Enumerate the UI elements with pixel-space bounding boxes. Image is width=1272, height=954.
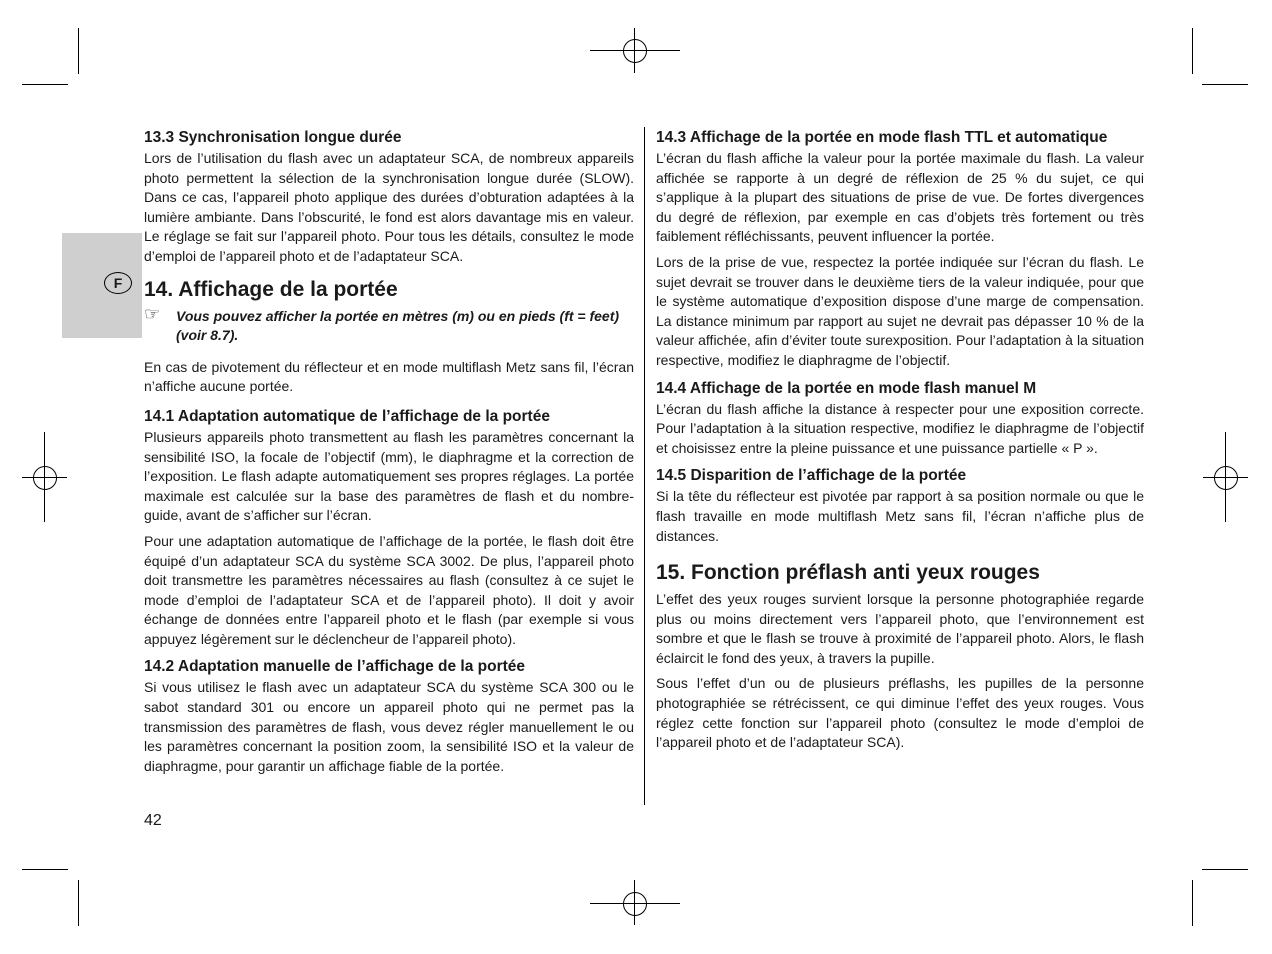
section-14-1-p2: Pour une adaptation automatique de l’affichage de la portée, le flash doit être équipé d’un adaptateur SCA du système SCA 3002. De plus, l’appareil photo doit transmettre les paramètres nécessaires au flash (consultez à ce sujet le mode d’emploi de l’adaptateur SCA et de l’appareil photo). Il doit y avoir échange de données entre l’appareil photo et le flash (par exemple si vous appuyez légèrement sur le déclencheur de l’appareil photo).	[144, 532, 634, 647]
section-14-4-title: 14.4 Affichage de la portée en mode flash manuel M	[656, 379, 1037, 397]
crop-mark	[22, 84, 68, 85]
section-14-5-body: Si la tête du réflecteur est pivotée par rapport à sa position normale ou que le flash travaille en mode multiflash Metz sans fil, l’écran n’affiche plus de distances.	[656, 488, 1144, 544]
column-divider	[644, 127, 645, 805]
section-14-3-title: 14.3 Affichage de la portée en mode flash TTL et automatique	[656, 129, 1108, 146]
section-14-2-title: 14.2 Adaptation manuelle de l’affichage de la portée	[144, 658, 525, 676]
section-14-title: 14. Affichage de la portée	[144, 277, 398, 301]
crop-mark	[1202, 869, 1248, 870]
section-14-body: En cas de pivotement du réflecteur et en mode multiflash Metz sans fil, l’écran n’affiche aucune portée.	[144, 358, 634, 395]
registration-mark	[33, 466, 57, 490]
section-14-1-title: 14.1 Adaptation automatique de l’affichage de la portée	[144, 407, 550, 425]
section-14-note	[144, 303, 634, 346]
section-14-3-p1: L’écran du flash affiche la valeur pour la portée maximale du flash. La valeur affichée se rapporte à un degré de réflexion de 25 % du sujet, ce qui s’applique à la plupart des situations de prise de vue. De fortes divergences du degré de réflexion, par exemple en cas d’objets très fortement ou très faiblement réfléchissants, peuvent influencer la portée.	[656, 150, 1144, 245]
crop-mark	[78, 28, 79, 74]
section-15-p1: L’effet des yeux rouges survient lorsque la personne photographiée regarde plus ou moins directement vers l’appareil photo, que l’environnement est sombre et que le flash se trouve à proximité de l’appareil photo. Alors, le flash éclaircit le fond des yeux, à travers la pupille.	[656, 591, 1144, 666]
crop-mark	[78, 880, 79, 926]
section-14-note-text: Vous pouvez afficher la portée en mètres (m) ou en pieds (ft = feet) (voir 8.7).	[176, 307, 620, 344]
section-14-1-p1: Plusieurs appareils photo transmettent au flash les paramètres concernant la sensibilité ISO, la focale de l’objectif (mm), le diaphragme et la correction de l’exposition. Le flash adapte automatiquement ses propres réglages. La portée maximale est calculée sur la base des paramètres de flash et du nombre-guide, avant de s’afficher sur l’écran.	[144, 428, 634, 524]
section-14-2-body: Si vous utilisez le flash avec un adaptateur SCA du système SCA 300 ou le sabot standard 301 ou encore un appareil photo qui ne permet pas la transmission des paramètres de flash, vous devez régler manuellement le ou les paramètres concernant la position zoom, la sensibilité ISO et la valeur de diaphragme, pour garantir un affichage fiable de la portée.	[144, 679, 634, 774]
crop-mark	[1192, 880, 1193, 926]
section-13-3-body: Lors de l’utilisation du flash avec un adaptateur SCA, de nombreux appareils photo permettent la sélection de la synchronisation longue durée (SLOW). Dans ce cas, l’appareil photo applique des durées d’obturation adaptées à la lumière ambiante. Dans l’obscurité, le fond est alors davantage mis en valeur. Le réglage se fait sur l’appareil photo. Pour tous les détails, consultez le mode d’emploi de l’appareil photo et de l’adaptateur SCA.	[144, 150, 634, 264]
right-column	[656, 128, 1144, 759]
section-15-p2: Sous l’effet d’un ou de plusieurs préflashs, les pupilles de la personne photographiée se rétrécissent, ce qui diminue l’effet des yeux rouges. Vous réglez cette fonction sur l’appareil photo (consultez le mode d’emploi de l’appareil photo et de l’adaptateur SCA).	[656, 675, 1144, 751]
section-15-title: 15. Fonction préflash anti yeux rouges	[656, 561, 1040, 585]
section-14-3-p2: Lors de la prise de vue, respectez la portée indiquée sur l’écran du flash. Le sujet devrait se trouver dans le deuxième tiers de la valeur indiquée, pour que le système automatique d’exposition dispose d’une marge de compensation. La distance minimum par rapport au sujet ne devrait pas dépasser 10 % de la valeur affichée, afin d’éviter toute surexposition. Pour l’adaptation à la situation respective, modifiez le diaphragme de l’objectif.	[656, 253, 1144, 368]
language-tab-label: F	[104, 272, 132, 294]
crop-mark	[1202, 84, 1248, 85]
section-13-3-title: 13.3 Synchronisation longue durée	[144, 129, 402, 146]
registration-mark	[623, 39, 647, 63]
left-column	[144, 128, 634, 782]
registration-mark	[1214, 466, 1238, 490]
crop-mark	[22, 869, 68, 870]
pointing-hand-icon: ☞	[144, 303, 161, 324]
section-14-4-body: L’écran du flash affiche la distance à respecter pour une exposition correcte. Pour l’adaptation à la situation respective, modifiez le diaphragme de l’objectif et choisissez entre la pleine puissance et une puissance partielle « P ».	[656, 400, 1144, 456]
crop-mark	[1192, 28, 1193, 74]
page-number: 42	[144, 812, 162, 829]
registration-mark	[623, 892, 647, 916]
section-14-5-title: 14.5 Disparition de l’affichage de la portée	[656, 467, 967, 485]
